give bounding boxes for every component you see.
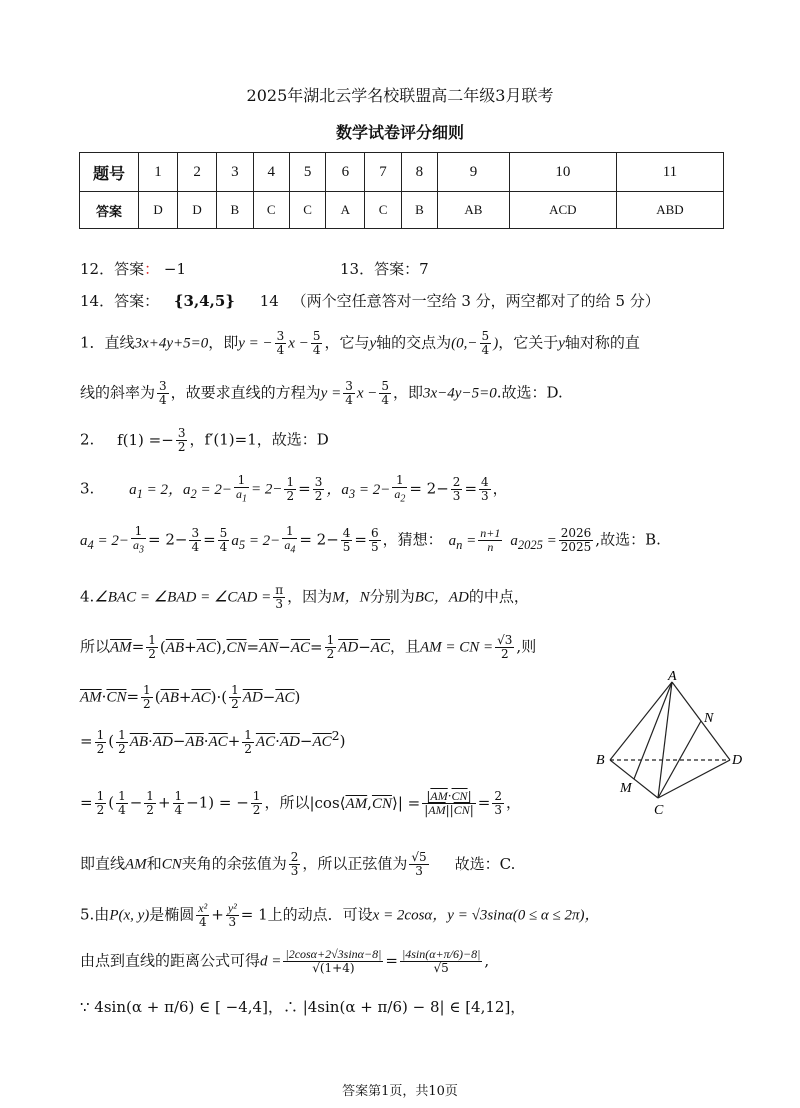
- s2-f1: f(1) =−: [117, 430, 174, 449]
- label-d: D: [732, 753, 743, 768]
- q14-answer: [80, 290, 660, 311]
- q12-colon: ：: [144, 260, 160, 278]
- answer-cell: ACD: [509, 192, 616, 229]
- s4-f: 的中点，: [468, 587, 529, 606]
- q14-prefix: 14．答案：: [80, 292, 160, 310]
- s4-e: BC，AD: [414, 589, 469, 606]
- row-label-number: 题号: [80, 153, 139, 192]
- answer-cell: A: [326, 192, 365, 229]
- question-number-cell: 11: [616, 153, 723, 192]
- answer-table: [79, 152, 724, 229]
- question-number-cell: 8: [401, 153, 437, 192]
- solution-4-line-3: $\overline{AM}\cdot\overline{CN}=$ $\frac{1}{2}$ $(\overline{AB}+\overline{AC})\cdot$( $\frac{1}{2}$ $\overline{AD}-\overline{AC}$): [80, 683, 301, 711]
- document-title: 2025年湖北云学名校联盟高二年级3月联考: [246, 86, 554, 105]
- s1-text-a: 1．直线: [80, 333, 135, 352]
- s4-c: M，N: [332, 589, 370, 606]
- question-number-cell: 7: [365, 153, 401, 192]
- solution-4-line-2: 所以$\overline{AM}=$ $\frac{1}{2}$ $(\overline{AB}+\overline{AC}),\overline{CN}=\overline{AN}-\overline{AC}=$ $\frac{1}{2}$ $\overline{AD}-\overline{AC}$，且AM = CN = $\frac{√3}{2}$ ,则: [80, 633, 537, 661]
- s5-c: 是椭圆: [149, 905, 195, 924]
- s1-l2-b: ，故要求直线的方程为: [170, 383, 321, 402]
- solution-1-line-1: 1．直线3x+4y+5=0，即y = − $\frac{3}{4}$ x − $\frac{5}{4}$ ，它与y轴的交点为(0,− $\frac{5}{4}$ )，它关于y轴对称的直: [80, 329, 640, 357]
- solution-5-line-1: 5.由P(x, y)是椭圆 $\frac{\text{x²}}{4}$ + $\frac{\text{y²}}{3}$ = 1上的动点．可设x = 2cosα，y = √3sinα(0 ≤ α ≤ 2π)，: [80, 901, 600, 929]
- label-b: B: [596, 753, 605, 768]
- s3-end: ,故选：B.: [595, 530, 661, 549]
- s5-b: P(x, y): [109, 907, 150, 924]
- question-number-cell: 9: [438, 153, 510, 192]
- edge-ab: [610, 682, 672, 760]
- s1-frac-5-4: $\frac{5}{4}$: [312, 329, 321, 357]
- label-c: C: [654, 803, 664, 818]
- solution-4-line-5: = $\frac{1}{2}$ ( $\frac{1}{4}$ − $\frac{1}{2}$ + $\frac{1}{4}$ −1) = − $\frac{1}{2}$ ，所以$|\cos⟨\overline{AM},\overline{CN}⟩|$ = $\frac{|\overline{AM}\cdot\overline{CN}|}{|\overline{AM}||\overline{CN}|}$ = $\frac{2}{3}$ ，: [80, 789, 521, 817]
- s1-text-e: 轴的交点为: [376, 333, 452, 352]
- s1-l2-eq: 3x−4y−5=0: [423, 385, 497, 402]
- s1-equation: 3x+4y+5=0: [134, 335, 209, 352]
- answer-cell: D: [178, 192, 217, 229]
- solution-2: 2. f(1) =− $\frac{3}{2}$ ，f′(1)=1，故选：D: [80, 426, 329, 454]
- question-number-cell: 10: [509, 153, 616, 192]
- solution-5-line-3: ∵ 4sin(α + π/6) ∈ [ −4,4]，∴ |4sin(α + π/6) − 8| ∈ [4,12]，: [80, 998, 526, 1016]
- solution-4-line-1: 4.∠BAC = ∠BAD = ∠CAD = $\frac{\pi}{3}$ ，因为M，N分别为BC，AD的中点，: [80, 583, 529, 611]
- s4-con-b: AM: [125, 856, 147, 873]
- solution-1-line-2: 线的斜率为 $\frac{3}{4}$ ，故要求直线的方程为y = $\frac{3}{4}$ x − $\frac{5}{4}$ ，即3x−4y−5=0.故选：D.: [80, 379, 563, 407]
- s2-c: ，f′(1)=1，故选：D: [189, 430, 329, 449]
- s5-e: 上的动点．可设: [267, 905, 373, 924]
- s5-f: x = 2cosα，y = √3sinα(0 ≤ α ≤ 2π)，: [372, 907, 600, 924]
- s4-con-g: 故选：C.: [454, 854, 516, 873]
- s4-d: 分别为: [369, 587, 415, 606]
- s4-con-d: CN: [161, 856, 182, 873]
- q12-value: −1: [163, 260, 187, 278]
- solution-3-line-2: $a_4 = 2-$ $\frac{1}{a_3}$ = 2− $\frac{3}{4}$ = $\frac{5}{4}$ $a_5 = 2-$ $\frac{1}{a_4}$ = 2− $\frac{4}{5}$ = $\frac{6}{5}$ ，猜想： $a_n$ = $\frac{n+1}{n}$ $a_{2025}$ = $\frac{2026}{2025}$ ,故选：B.: [80, 524, 661, 556]
- s4-b: ，因为: [287, 587, 333, 606]
- q14-note: （两个空任意答对一空给 3 分，两空都对了的给 5 分）: [291, 292, 660, 310]
- s1-l2-a: 线的斜率为: [80, 383, 156, 402]
- question-number-cell: 4: [253, 153, 289, 192]
- q14-set: {3,4,5}: [173, 292, 235, 310]
- s1-text-b: ，即: [208, 333, 239, 352]
- s1-text-c: ，它与: [324, 333, 370, 352]
- label-m: M: [620, 781, 632, 796]
- answer-cell: C: [365, 192, 401, 229]
- label-n: N: [704, 711, 714, 726]
- s5-d: = 1: [240, 905, 268, 924]
- solution-4-line-4: = $\frac{1}{2}$ ( $\frac{1}{2}$ $\overline{AB}\cdot\overline{AD}-\overline{AB}\cdot\overline{AC}+$ $\frac{1}{2}$ $\overline{AC}\cdot\overline{AD}-\overline{AC}^2$): [80, 727, 346, 756]
- document-subtitle: 数学试卷评分细则: [335, 123, 464, 142]
- row-label-answer: 答案: [80, 192, 139, 229]
- label-a: A: [668, 670, 677, 684]
- s5-l2-a: 由点到直线的距离公式可得: [80, 951, 261, 970]
- page-footer: 答案第1页，共10页: [342, 1084, 458, 1099]
- question-number-cell: 5: [289, 153, 325, 192]
- solution-4-conclusion: 即直线AM和CN夹角的余弦值为 $\frac{2}{3}$ ，所以正弦值为 $\frac{√5}{3}$ 故选：C.: [80, 850, 516, 878]
- answer-cell: C: [253, 192, 289, 229]
- answer-cell: ABD: [616, 192, 723, 229]
- answer-cell: AB: [438, 192, 510, 229]
- s4-l2-c: AM = CN =: [419, 639, 494, 656]
- s4-a: 4.: [80, 587, 95, 606]
- s2-a: 2.: [80, 430, 95, 449]
- q14-value: 14: [259, 292, 279, 310]
- s1-text-h: 轴对称的直: [564, 333, 640, 352]
- s4-l5-a: ，所以: [264, 793, 310, 812]
- s4-con-f: ，所以正弦值为: [302, 854, 408, 873]
- q12-answer: [80, 258, 186, 279]
- s1-y: y: [369, 335, 377, 352]
- answer-table-number-row: [80, 153, 724, 192]
- s4-l2-b: ，且: [389, 637, 420, 656]
- s4-l2-a: 所以: [80, 637, 111, 656]
- question-number-cell: 1: [139, 153, 178, 192]
- answer-table-answer-row: [80, 192, 724, 229]
- answer-cell: C: [289, 192, 325, 229]
- solution-5-line-2: 由点到直线的距离公式可得d = $\frac{|2\cos\alpha+2√3\sin\alpha-8|}{√(1+4)}$ = $\frac{|4\sin(\alpha+\pi/6)-8|}{√5}$ ,: [80, 947, 490, 975]
- s1-l2-d: .故选：D.: [496, 383, 563, 402]
- q13-answer: 13．答案：7: [340, 260, 429, 278]
- question-number-cell: 3: [217, 153, 253, 192]
- s4-con-e: 夹角的余弦值为: [181, 854, 287, 873]
- question-number-cell: 2: [178, 153, 217, 192]
- s1-l2-c: ，即: [393, 383, 424, 402]
- s1-frac-3-4: $\frac{3}{4}$: [276, 329, 285, 357]
- s5-a: 5.由: [80, 905, 110, 924]
- s1-y2: y: [558, 335, 565, 352]
- question-number-cell: 6: [326, 153, 365, 192]
- s4-con-a: 即直线: [80, 854, 126, 873]
- answer-cell: B: [217, 192, 253, 229]
- answer-cell: B: [401, 192, 437, 229]
- answer-cell: D: [139, 192, 178, 229]
- s4-l2-d: ,则: [516, 637, 537, 656]
- solution-3-line-1: 3. $a_1 = 2$，$a_2 = 2-$ $\frac{1}{a_1}$ = 2− $\frac{1}{2}$ = $\frac{3}{2}$ ，$a_3 = 2-$ $\frac{1}{a_2}$ = 2− $\frac{2}{3}$ = $\frac{4}{3}$ ，: [80, 473, 508, 505]
- s4-con-c: 和: [146, 854, 162, 873]
- s3-a: 3.: [80, 479, 95, 498]
- tetrahedron-figure: [590, 670, 750, 830]
- s4-angles: ∠BAC = ∠BAD = ∠CAD =: [94, 589, 272, 606]
- q12-prefix: 12．答案: [80, 260, 145, 278]
- s3-guess: ，猜想：: [382, 530, 443, 549]
- s1-text-f: ，它关于: [498, 333, 559, 352]
